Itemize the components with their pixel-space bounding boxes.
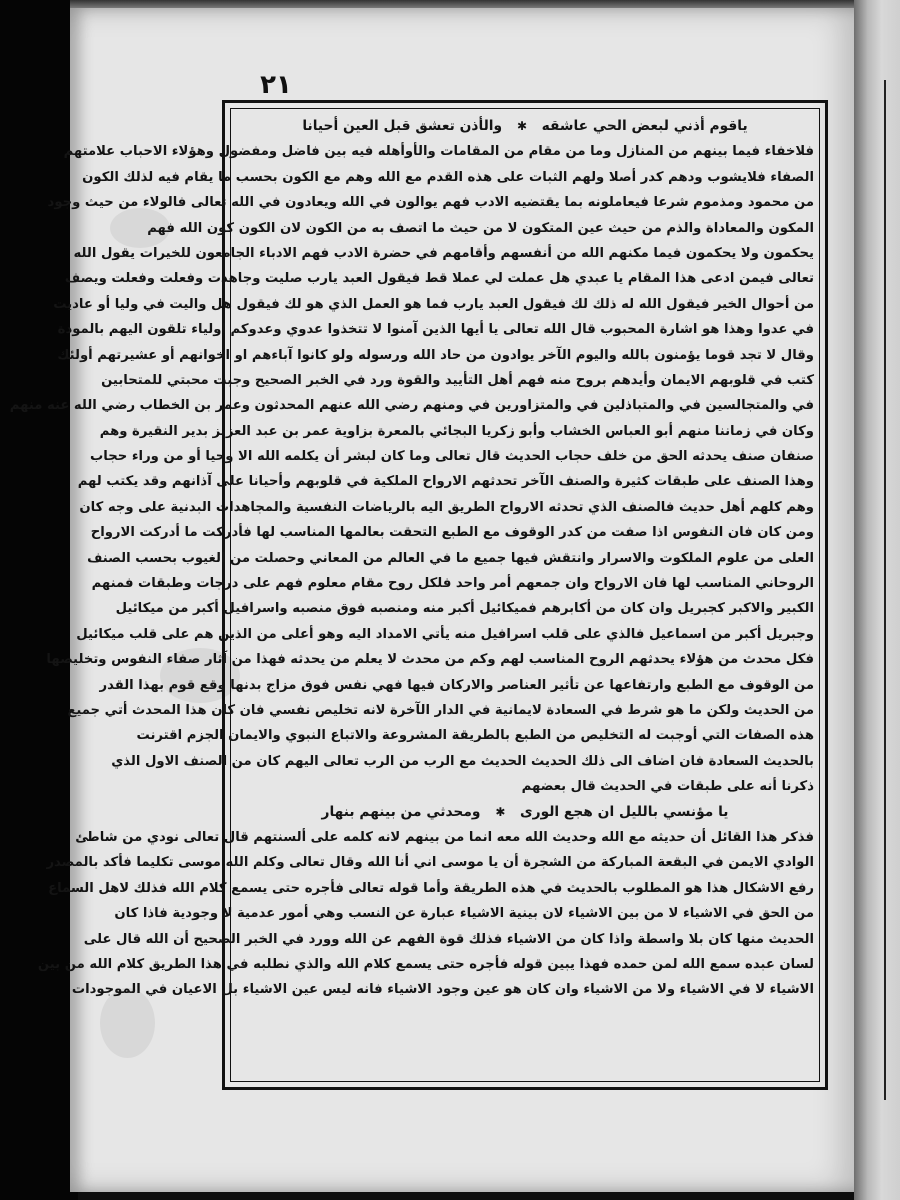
text-line: تعالى فيمن ادعى هذا المقام يا عبدي هل عملت لي عملا قط فيقول العبد يارب صليت وجاهدت وفعلت وفعلت ويصف xyxy=(64,271,814,287)
text-line: وهم كلهم أهل حديث فالصنف الذي تحدثه الارواح الطريق اليه بالرياضات النفسية والمجاهدات البدنية على وجه كان xyxy=(79,499,814,515)
text-line: وكان في زماننا منهم أبو العباس الخشاب وأبو زكريا البجائي بالمعرة بزاوية عمر بن عبد العزيز بدير النقيرة وهم xyxy=(99,423,814,439)
text-line: من الوقوف مع الطبع وارتفاعها عن تأثير العناصر والاركان فيها فهي نفس فوق مزاج بدنها وقع قوم بهذا القدر xyxy=(99,677,814,693)
text-line: ذكرنا أنه على طبقات في الحديث قال بعضهم xyxy=(521,779,814,795)
star-ornament-icon: ✱ xyxy=(516,119,527,133)
text-line: كتب في قلوبهم الايمان وأيدهم بروح منه فهم أهل التأييد والقوة ورد في الخبر الصحيح وجبت محبتي للمتحابين xyxy=(101,372,814,388)
text-line: رفع الاشكال هذا هو المطلوب بالحديث في هذه الطريقة وأما قوله تعالى فأجره حتى يسمع كلام الله فذلك لاهل السماع xyxy=(48,880,814,896)
text-line: من أحوال الخير فيقول الله له ذلك لك فيقول العبد يارب فما هو العمل الذي هو لك فيقول هل واليت في وليا أو عاديت xyxy=(53,296,814,312)
text-line: الروحاني المناسب لها فان الارواح وان جمعهم أمر واحد فلكل روح مقام معلوم فهم على درجات وطبقات فمنهم xyxy=(91,576,814,592)
verse-hemistich-right: ياقوم أذني لبعض الحي عاشقه xyxy=(541,118,748,134)
text-block xyxy=(9,114,814,1076)
paragraph-block-1 xyxy=(9,139,814,799)
text-line: هذه الصفات التي أوجبت له التخليص من الطبع بالطريقة المشروعة والاتباع النبوي والايمان الجزم اقترنت xyxy=(136,728,814,744)
text-line: من محمود ومذموم شرعا فيعاملونه بما يقتضيه الادب فهم يوالون في الله ويعادون في الله تعالى فالولاء من حيث وجود xyxy=(47,195,814,211)
text-line: وقال لا تجد قوما يؤمنون بالله واليوم الآخر يوادون من حاد الله ورسوله ولو كانوا آباءهم او اخوانهم أو عشيرتهم أولئك xyxy=(57,347,814,363)
text-line: فذكر هذا القائل أن حديثه مع الله وحديث الله معه انما من بينهم لانه كلمه على ألسنتهم قال تعالى نودي من شاطئ xyxy=(75,829,814,845)
verse-line-top xyxy=(236,114,814,139)
next-page-frame-rule xyxy=(884,80,886,1100)
text-line: صنفان صنف يحدثه الحق من خلف حجاب الحديث قال تعالى وما كان لبشر أن يكلمه الله الا وحيا أو من وراء حجاب xyxy=(90,449,814,465)
text-line: الكبير والاكبر كجبريل وان كان من أكابرهم فميكائيل أكبر منه ومنصبه فوق منصبه واسرافيل أكبر من ميكائيل xyxy=(115,601,814,617)
text-line: الصفاء فلايشوب ودهم كدر أصلا ولهم الثبات على هذه القدم مع الله وهم مع الكون بحسب ما يقام فيه لذلك الكون xyxy=(82,169,814,185)
text-line: الحديث منها كان بلا واسطة واذا كان من الاشياء فذلك قوة الفهم عن الله وورد في الخبر الصحيح أن الله قال على xyxy=(83,931,814,947)
text-line: من الحديث ولكن ما هو شرط في السعادة لايمانية في الدار الآخرة لانه تخليص نفسي فان كان هذا المحدث أتي جميع xyxy=(67,702,814,718)
verse-hemistich-left: والأذن تعشق قبل العين أحيانا xyxy=(302,118,503,134)
text-line: بالحديث السعادة فان اضاف الى ذلك الحديث الحديث مع الرب من الرب تعالى اليهم كان من الصنف الاول الذي xyxy=(111,753,814,769)
text-line: في عدوا وهذا هو اشارة المحبوب قال الله تعالى يا أيها الذين آمنوا لا تتخذوا عدوي وعدوكم أولياء تلقون اليهم بالمودة xyxy=(57,322,814,338)
verse-line-middle xyxy=(236,800,814,825)
text-line: الاشياء لا في الاشياء ولا من الاشياء وان كان هو عين وجود الاشياء فانه ليس عين الاشياء بل الاعيان في الموجودات xyxy=(71,982,814,998)
text-line: يحكمون ولا يحكمون فيما مكنهم الله من أنفسهم وأقامهم في حضرة الادب فهم الادباء الجامعون للخيرات يقول الله xyxy=(73,245,814,261)
book-gutter-shadow xyxy=(0,0,78,1200)
page-number: ٢١ xyxy=(260,70,292,100)
text-line: ومن كان فان النفوس اذا صفت من كدر الوقوف مع الطبع التحقت بعالمها المناسب لها فأدركت ما أدركت الارواح xyxy=(90,525,814,541)
text-line: في والمتجالسين في والمتباذلين في والمتزاورين في ومنهم رضي الله عنهم المحدثون وعمر بن الخطاب رضي الله عنه منهم xyxy=(9,398,814,414)
star-ornament-icon: ✱ xyxy=(495,804,506,819)
verse-hemistich-right: يا مؤنسي بالليل ان هجع الورى xyxy=(519,803,729,820)
next-page-edge xyxy=(854,0,900,1200)
text-line: وهذا الصنف على طبقات كثيرة والصنف الآخر تحدثهم الارواح الملكية في قلوبهم وأحيانا على آذانهم وقد يكتب لهم xyxy=(77,474,814,490)
text-line: فكل محدث من هؤلاء يحدثهم الروح المناسب لهم وكم من محدث لا يعلم من يحدثه فهذا من آثار صفاء النفوس وتخليصها xyxy=(46,652,814,668)
paragraph-block-2 xyxy=(37,825,814,1003)
text-line: من الحق في الاشياء لا من بين الاشياء لان بينية الاشياء عبارة عن النسب وهي أمور عدمية لا وجودية فاذا كان xyxy=(114,906,814,922)
text-line: العلى من علوم الملكوت والاسرار وانتقش فيها جميع ما في العالم من المعاني وحصلت من الغيوب بحسب الصنف xyxy=(87,550,814,566)
text-line: لسان عبده سمع الله لمن حمده فهذا يبين قوله فأجره حتى يسمع كلام الله والذي نطلبه في هذا الطريق كلام الله من بين xyxy=(37,956,814,972)
text-line: الوادي الايمن في البقعة المباركة من الشجرة أن يا موسى اني أنا الله وقال تعالى وكلم الله موسى تكليما فأكد بالمصدر xyxy=(46,855,814,871)
text-line: المكون والمعاداة والذم من حيث عين المتكون لا من حيث ما اتصف به من الكون لان الكون كون الله فهم xyxy=(147,220,814,236)
text-line: وجبريل أكبر من اسماعيل فالذي على قلب اسرافيل منه يأتي الامداد اليه وهو أعلى من الذين هم على قلب ميكائيل xyxy=(76,626,814,642)
verse-hemistich-left: ومحدثي من بينهم بنهار xyxy=(321,803,481,820)
text-line: فلاخفاء فيما بينهم من المنازل وما من مقام من المقامات والأوأهله فيه بين فاضل ومفضول وهؤلاء الاحباب علامتهم xyxy=(63,144,814,160)
